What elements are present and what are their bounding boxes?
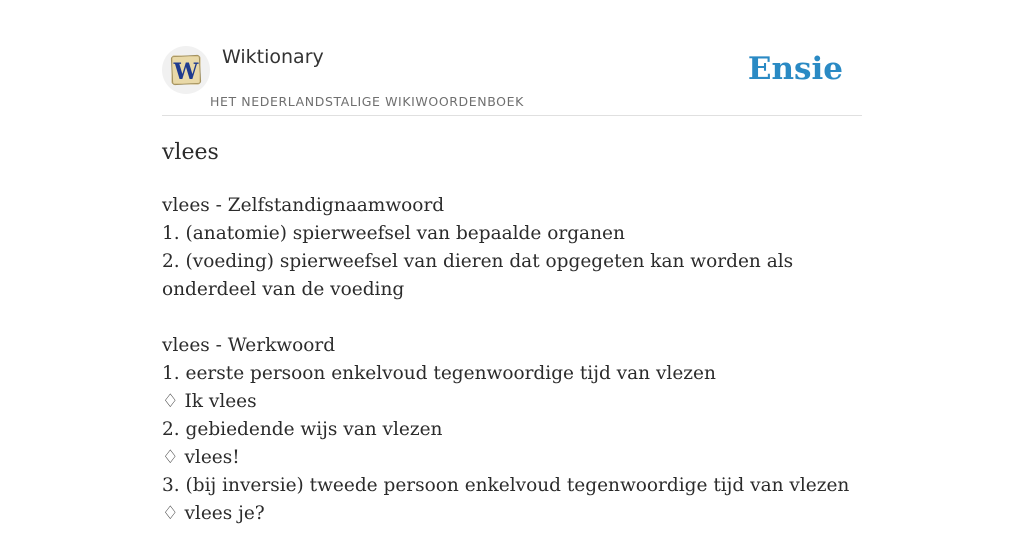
definition-entries <box>162 192 852 556</box>
entry-heading: vlees - Werkwoord <box>162 335 336 356</box>
wiktionary-logo-icon[interactable] <box>162 46 210 94</box>
page <box>162 0 862 524</box>
definition-line: 3. (bij inversie) tweede persoon enkelvoud tegenwoordige tijd van vlezen <box>162 475 850 496</box>
page-title: vlees <box>162 140 219 165</box>
definition-line: 1. eerste persoon enkelvoud tegenwoordige tijd van vlezen <box>162 363 716 384</box>
ensie-brand-link[interactable]: Ensie <box>747 51 843 87</box>
definition-line: 2. gebiedende wijs van vlezen <box>162 419 443 440</box>
entry-heading: vlees - Zelfstandignaamwoord <box>162 195 445 216</box>
definition-line: 1. (anatomie) spierweefsel van bepaalde organen <box>162 223 625 244</box>
wiktionary-w-tile-icon <box>169 53 203 87</box>
entry-noun <box>162 192 852 304</box>
example-line: ♢ vlees je? <box>162 503 265 524</box>
example-line: ♢ Ik vlees <box>162 391 257 412</box>
source-name[interactable]: Wiktionary <box>222 46 324 68</box>
source-subtitle: HET NEDERLANDSTALIGE WIKIWOORDENBOEK <box>210 94 524 109</box>
example-line: ♢ vlees! <box>162 447 240 468</box>
definition-line: 2. (voeding) spierweefsel van dieren dat opgegeten kan worden als onderdeel van de voeding <box>162 251 794 300</box>
entry-verb <box>162 332 852 528</box>
site-header <box>162 0 862 116</box>
svg-text:W: W <box>173 59 199 85</box>
